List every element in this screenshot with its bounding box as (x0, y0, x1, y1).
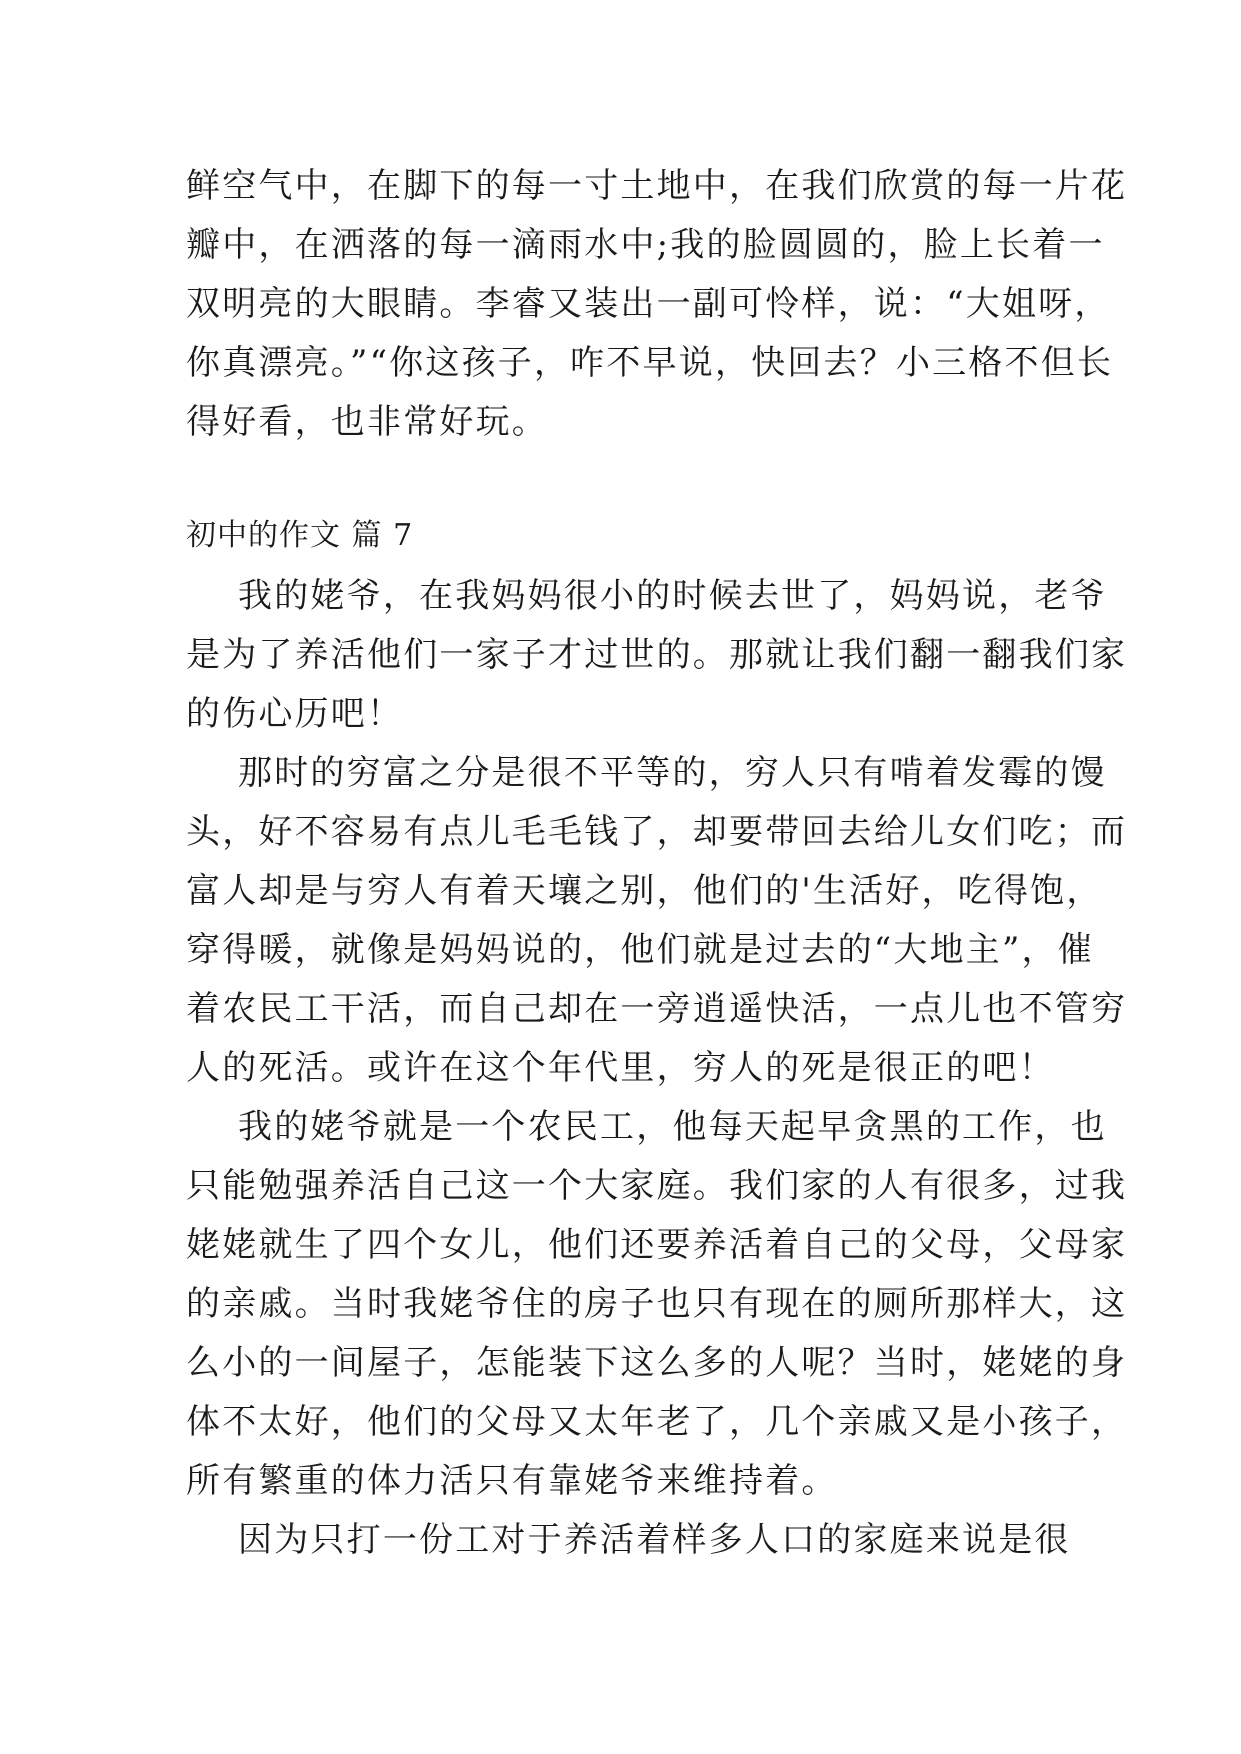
text-line: 鲜空气中，在脚下的每一寸土地中，在我们欣赏的每一片花 (186, 166, 1128, 206)
text-line: 我的姥爷，在我妈妈很小的时候去世了，妈妈说，老爷 (186, 576, 1107, 616)
text-line: 双明亮的大眼睛。李睿又装出一副可怜样，说：“大姐呀， (186, 284, 1111, 324)
text-line: 的亲戚。当时我姥爷住的房子也只有现在的厕所那样大，这 (186, 1284, 1128, 1324)
text-line: 头，好不容易有点儿毛毛钱了，却要带回去给儿女们吃；而 (186, 812, 1128, 852)
text-line: 穿得暖，就像是妈妈说的，他们就是过去的“大地主”，催 (186, 930, 1094, 970)
text-line: 只能勉强养活自己这一个大家庭。我们家的人有很多，过我 (186, 1166, 1128, 1206)
text-line: 你真漂亮。”“你这孩子，咋不早说，快回去？小三格不但长 (186, 343, 1114, 383)
text-line: 瓣中，在洒落的每一滴雨水中;我的脸圆圆的，脸上长着一 (186, 225, 1105, 265)
text-line: 是为了养活他们一家子才过世的。那就让我们翻一翻我们家 (186, 635, 1128, 675)
text-line: 富人却是与穷人有着天壤之别，他们的'生活好，吃得饱， (186, 871, 1103, 911)
section-heading: 初中的作文 篇 7 (186, 518, 414, 553)
text-line: 的伤心历吧！ (186, 694, 404, 734)
text-line: 人的死活。或许在这个年代里，穷人的死是很正的吧！ (186, 1048, 1055, 1088)
text-line: 因为只打一份工对于养活着样多人口的家庭来说是很 (186, 1520, 1071, 1560)
text-line: 体不太好，他们的父母又太年老了，几个亲戚又是小孩子， (186, 1402, 1128, 1442)
text-line: 所有繁重的体力活只有靠姥爷来维持着。 (186, 1461, 838, 1501)
text-line: 么小的一间屋子，怎能装下这么多的人呢？当时，姥姥的身 (186, 1343, 1128, 1383)
text-line: 姥姥就生了四个女儿，他们还要养活着自己的父母，父母家 (186, 1225, 1128, 1265)
text-line: 我的姥爷就是一个农民工，他每天起早贪黑的工作，也 (186, 1107, 1107, 1147)
text-line: 那时的穷富之分是很不平等的，穷人只有啃着发霉的馒 (186, 753, 1107, 793)
text-line: 得好看，也非常好玩。 (186, 402, 548, 442)
text-line: 着农民工干活，而自己却在一旁逍遥快活，一点儿也不管穷 (186, 989, 1128, 1029)
